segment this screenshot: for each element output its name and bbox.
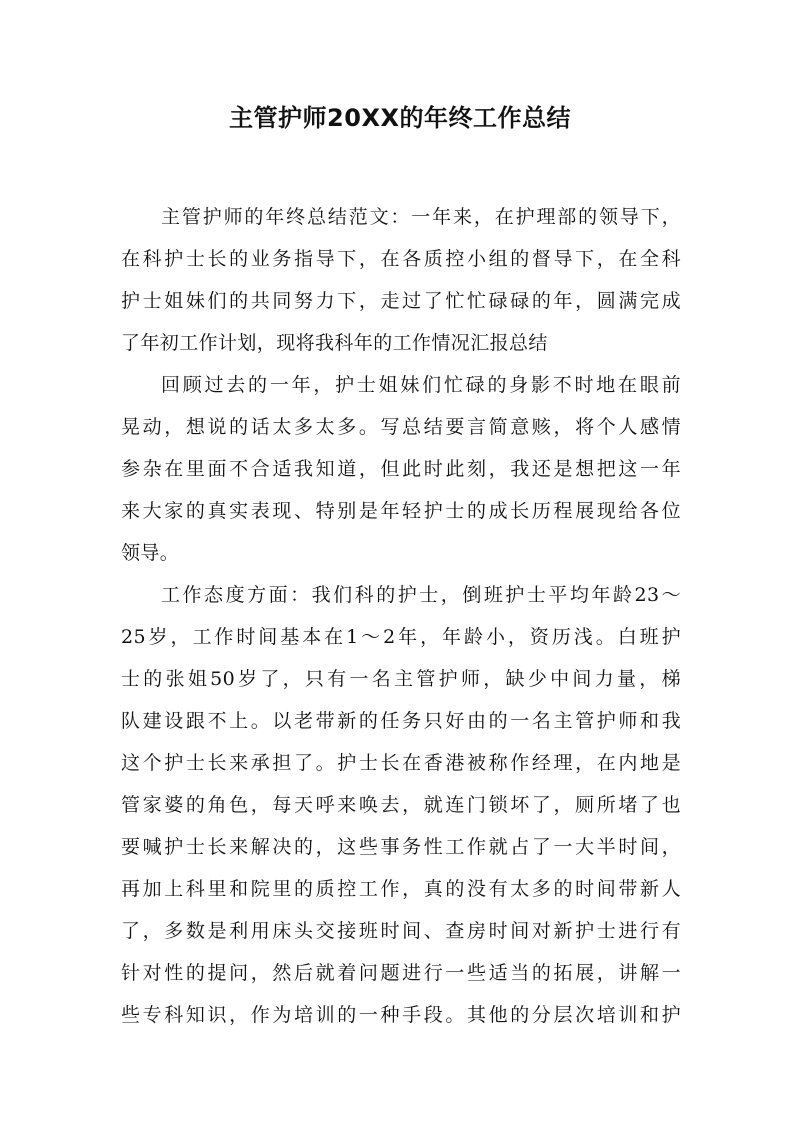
text-line: 士的张姐50岁了，只有一名主管护师，缺少中间力量，梯	[121, 668, 681, 690]
text-line: 些专科知识，作为培训的一种手段。其他的分层次培训和护	[121, 1004, 681, 1026]
paragraph	[121, 196, 681, 364]
text-line: 来大家的真实表现、特别是年轻护士的成长历程展现给各位	[121, 500, 681, 522]
text-line: 在科护士长的业务指导下，在各质控小组的督导下，在全科	[121, 248, 681, 270]
text-line: 护士姐妹们的共同努力下，走过了忙忙碌碌的年，圆满完成	[121, 290, 681, 312]
text-line: 了年初工作计划，现将我科年的工作情况汇报总结	[121, 332, 548, 354]
text-line: 了，多数是利用床头交接班时间、查房时间对新护士进行有	[121, 920, 681, 942]
text-line: 主管护师的年终总结范文：一年来，在护理部的领导下，	[161, 206, 681, 228]
text-line: 回顾过去的一年，护士姐妹们忙碌的身影不时地在眼前	[161, 374, 681, 396]
text-line: 要喊护士长来解决的，这些事务性工作就占了一大半时间，	[121, 836, 681, 858]
text-line: 晃动，想说的话太多太多。写总结要言简意赅，将个人感情	[121, 416, 681, 438]
text-line: 25岁，工作时间基本在1～2年，年龄小，资历浅。白班护	[121, 626, 681, 648]
paragraph	[121, 574, 681, 1036]
text-line: 再加上科里和院里的质控工作，真的没有太多的时间带新人	[121, 878, 681, 900]
text-line: 这个护士长来承担了。护士长在香港被称作经理，在内地是	[121, 752, 681, 774]
text-line: 队建设跟不上。以老带新的任务只好由的一名主管护师和我	[121, 710, 681, 732]
document-body	[121, 196, 681, 1036]
paragraph	[121, 364, 681, 574]
document-title: 主管护师20XX的年终工作总结	[229, 104, 571, 132]
text-line: 工作态度方面：我们科的护士，倒班护士平均年龄23～	[161, 584, 681, 606]
text-line: 参杂在里面不合适我知道，但此时此刻，我还是想把这一年	[121, 458, 681, 480]
text-line: 管家婆的角色，每天呼来唤去，就连门锁坏了，厕所堵了也	[121, 794, 681, 816]
text-line: 领导。	[121, 542, 180, 564]
text-line: 针对性的提问，然后就着问题进行一些适当的拓展，讲解一	[121, 962, 681, 984]
